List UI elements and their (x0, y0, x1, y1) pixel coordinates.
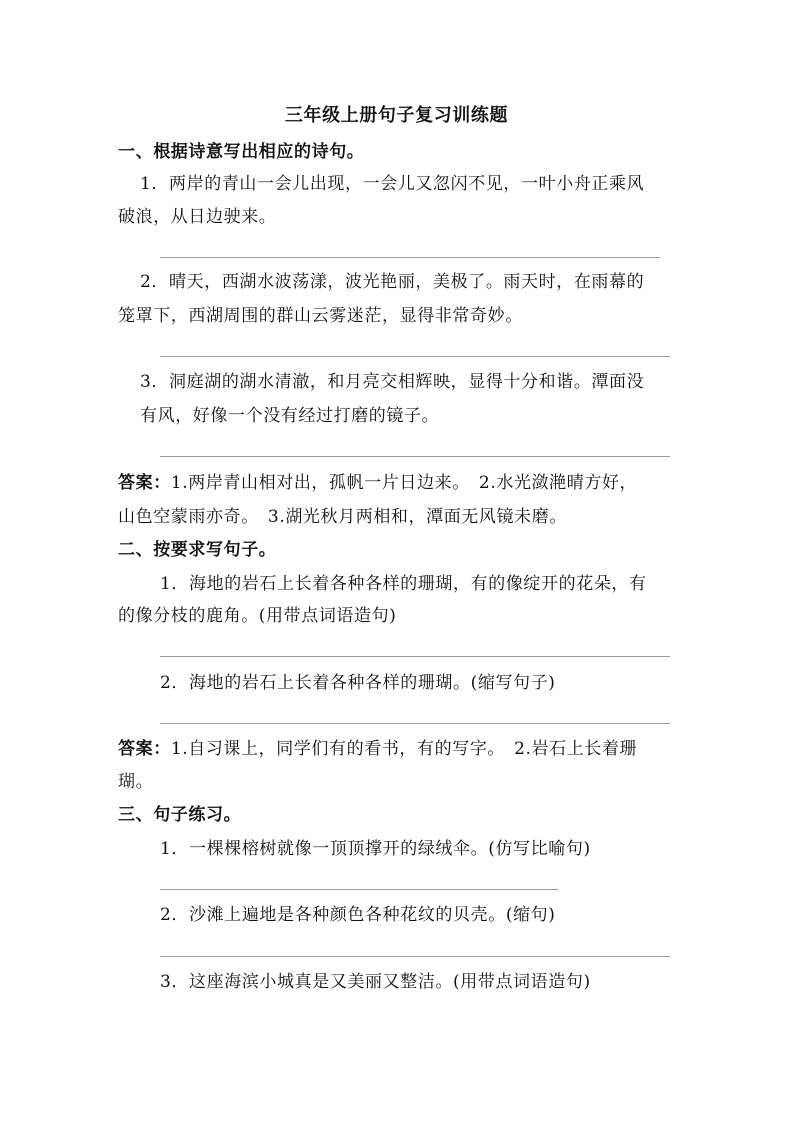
s3-question-1: 1．一棵棵榕树就像一顶顶撑开的绿绒伞。(仿写比喻句) (160, 839, 591, 859)
s3-question-3: 3．这座海滨小城真是又美丽又整洁。(用带点词语造句) (160, 972, 591, 992)
s1-question-1-line-1: 1．两岸的青山一会儿出现，一会儿又忽闪不见，一叶小舟正乘风 (140, 174, 645, 194)
s2-answer-text-1: 1.自习课上，同学们有的看书，有的写字。 2.岩石上长着珊 (170, 739, 638, 759)
s1-answer-line-3[interactable] (160, 456, 670, 457)
s3-answer-line-1[interactable] (160, 889, 558, 890)
s2-question-1-line-2: 的像分枝的鹿角。(用带点词语造句) (118, 606, 397, 626)
section-3-heading: 三、句子练习。 (118, 805, 242, 825)
s2-answer-line-1[interactable] (160, 656, 670, 657)
s1-question-1-line-2: 破浪，从日边驶来。 (118, 207, 277, 227)
s1-question-2-line-1: 2．晴天，西湖水波荡漾，波光艳丽，美极了。雨天时，在雨幕的 (140, 272, 645, 292)
s2-question-1-line-1: 1．海地的岩石上长着各种各样的珊瑚，有的像绽开的花朵，有 (160, 574, 647, 594)
page-title: 三年级上册句子复习训练题 (284, 105, 509, 126)
s1-answer-line-2[interactable] (160, 356, 670, 357)
s1-answer-line-1[interactable] (160, 257, 660, 258)
s1-question-3-line-2: 有风，好像一个没有经过打磨的镜子。 (140, 406, 440, 426)
s1-answer-label: 答案： (118, 473, 171, 493)
s2-answer-line-2[interactable] (160, 723, 670, 724)
s2-answer-line-1-text (118, 737, 637, 761)
s1-answer-text-1: 1.两岸青山相对出，孤帆一片日边来。 2.水光潋滟晴方好， (170, 473, 638, 493)
section-1-heading: 一、根据诗意写出相应的诗句。 (118, 142, 365, 162)
s2-answer-label: 答案： (118, 739, 171, 759)
s3-answer-line-2[interactable] (160, 956, 670, 957)
s2-answer-text-2: 瑚。 (118, 772, 154, 792)
section-2-heading: 二、按要求写句子。 (118, 540, 277, 560)
s1-question-2-line-2: 笼罩下，西湖周围的群山云雾迷茫，显得非常奇妙。 (118, 306, 523, 326)
s2-question-2: 2．海地的岩石上长着各种各样的珊瑚。(缩写句子) (160, 673, 556, 693)
s1-answer-text-2: 山色空蒙雨亦奇。 3.湖光秋月两相和，潭面无风镜未磨。 (118, 507, 567, 527)
s1-question-3-line-1: 3．洞庭湖的湖水清澈，和月亮交相辉映，显得十分和谐。潭面没 (140, 372, 645, 392)
s1-answer-line-1-text (118, 471, 637, 495)
s3-question-2: 2．沙滩上遍地是各种颜色各种花纹的贝壳。(缩句) (160, 905, 556, 925)
